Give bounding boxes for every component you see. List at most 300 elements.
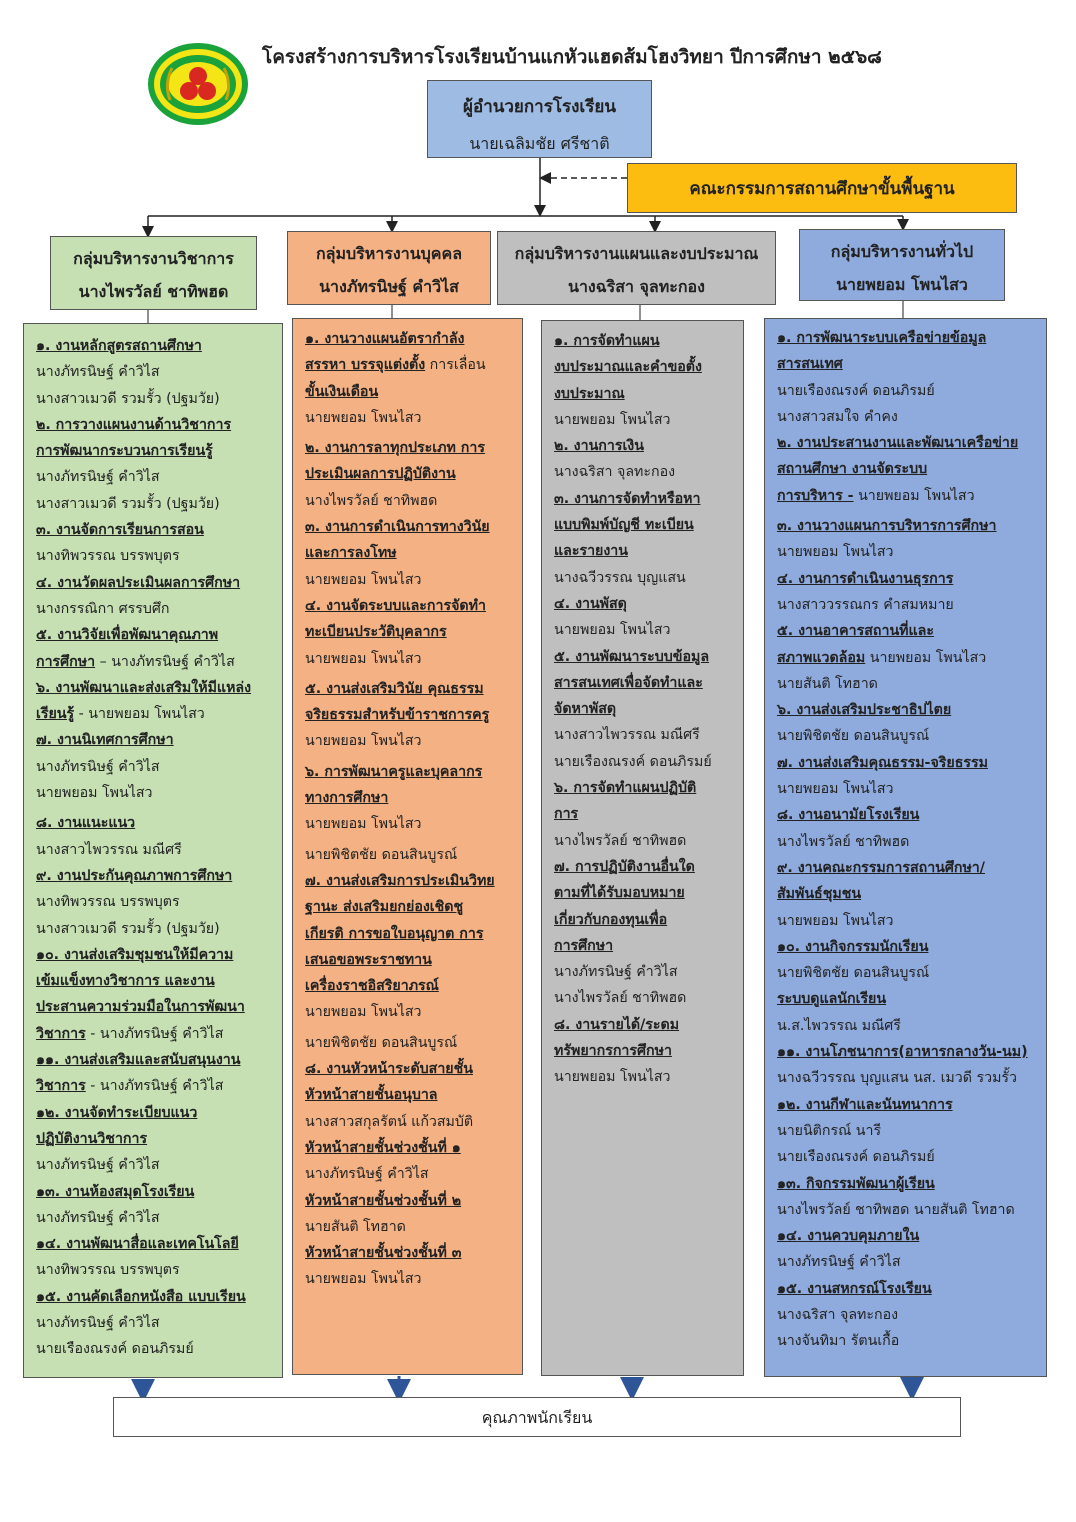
staff-name: – นางภัทรนิษฐ์ คำวิไส	[95, 653, 235, 670]
task-line	[305, 676, 512, 702]
task-heading: ๓. งานการจัดทำหรือหา	[554, 490, 701, 507]
task-line	[305, 379, 512, 405]
task-heading: ๑๔. งานพัฒนาสื่อและเทคโนโลยี	[36, 1236, 239, 1253]
task-line	[777, 325, 1036, 351]
staff-line	[777, 776, 1036, 802]
task-line	[36, 1047, 272, 1073]
task-line	[777, 1223, 1036, 1249]
task-heading: ๕. งานพัฒนาระบบข้อมูล	[554, 648, 710, 665]
task-line	[305, 1135, 512, 1161]
task-line	[554, 486, 733, 512]
staff-name: นายพิชิตชัย ดอนสินบูรณ์	[777, 965, 930, 982]
student-quality-box: คุณภาพนักเรียน	[113, 1397, 961, 1437]
staff-name: - นางภัทรนิษฐ์ คำวิไส	[85, 1025, 224, 1042]
director-box	[427, 80, 652, 158]
staff-line	[305, 488, 512, 514]
staff-name: นายพิชิตชัย ดอนสินบูรณ์	[305, 1034, 458, 1051]
staff-line	[554, 565, 733, 591]
group-title: กลุ่มบริหารงานแผนและงบประมาณ	[514, 244, 759, 263]
director-name: นายเฉลิมชัย ศรีชาติ	[469, 134, 610, 153]
task-line	[305, 352, 512, 378]
task-line	[777, 1171, 1036, 1197]
task-heading: ประสานความร่วมมือในการพัฒนา	[36, 999, 245, 1016]
task-line	[36, 333, 272, 359]
task-heading: ๑. งานวางแผนอัตรากำลัง	[305, 331, 465, 347]
task-line	[305, 1056, 512, 1082]
task-line	[777, 986, 1036, 1012]
task-heading: ๒. งานการลาทุกประเภท การ	[305, 440, 485, 457]
task-heading: การ	[554, 806, 579, 823]
staff-name: นางภัทรนิษฐ์ คำวิไส	[36, 469, 160, 486]
task-line	[36, 649, 272, 675]
task-heading: ๕. งานอาคารสถานที่และ	[777, 623, 934, 640]
task-heading: ๘. งานอนามัยโรงเรียน	[777, 807, 920, 824]
staff-line	[305, 1266, 512, 1292]
staff-line	[305, 1214, 512, 1240]
task-line	[777, 881, 1036, 907]
staff-name: นางทิพวรรณ บรรพบุตร	[36, 894, 180, 911]
staff-name: นางฉวีวรรณ บุญแสน	[554, 569, 686, 586]
task-line	[36, 727, 272, 753]
task-heading: หัวหน้าสายชั้นช่วงชั้นที่ ๒	[305, 1192, 462, 1209]
staff-name: นายพิชิตชัย ดอนสินบูรณ์	[777, 728, 930, 745]
personnel-task-list	[292, 318, 523, 1375]
staff-name: นายพยอม โพนไสว	[777, 912, 894, 929]
task-line	[305, 619, 512, 645]
staff-name: นางไพรวัลย์ ชาทิพฮด	[777, 833, 910, 850]
task-line	[36, 1179, 272, 1205]
task-heading: ๑๒. งานจัดทำระเบียบแนว	[36, 1104, 198, 1121]
task-line	[777, 750, 1036, 776]
director-title: ผู้อำนวยการโรงเรียน	[463, 97, 616, 117]
group-personnel-header	[287, 231, 491, 305]
task-line	[777, 618, 1036, 644]
staff-name: นายพยอม โพนไสว	[305, 733, 422, 750]
staff-line	[554, 1064, 733, 1090]
task-heading: เครื่องราชอิสริยาภรณ์	[305, 978, 439, 995]
task-heading: ๑๐. งานกิจกรรมนักเรียน	[777, 938, 929, 955]
staff-name: นางสาวเมวดี รวมรั้ว (ปฐมวัย)	[36, 495, 220, 512]
staff-name: นางจันทิมา รัตนเกื้อ	[777, 1333, 900, 1350]
staff-line	[305, 567, 512, 593]
staff-name: นายพยอม โพนไสว	[853, 487, 975, 504]
staff-name: นางไพรวัลย์ ชาทิพฮด	[554, 990, 687, 1007]
staff-line	[305, 405, 512, 431]
task-heading: ๘. งานแนะแนว	[36, 815, 136, 832]
task-heading: หัวหน้าสายชั้นอนุบาล	[305, 1087, 438, 1104]
task-heading: หัวหน้าสายชั้นช่วงชั้นที่ ๓	[305, 1245, 462, 1262]
task-line	[305, 947, 512, 973]
staff-line	[305, 1161, 512, 1187]
task-line	[554, 775, 733, 801]
staff-line	[305, 728, 512, 754]
task-heading: ๙. งานประกันคุณภาพการศึกษา	[36, 867, 233, 884]
budget-task-list	[541, 320, 744, 1376]
staff-line	[777, 1118, 1036, 1144]
task-heading: ๓. งานวางแผนการบริหารการศึกษา	[777, 518, 997, 535]
task-heading: วิชาการ	[36, 1078, 86, 1095]
task-line	[305, 785, 512, 811]
staff-line	[36, 464, 272, 490]
task-heading: ๓. งานจัดการเรียนการสอน	[36, 522, 204, 539]
task-line	[554, 512, 733, 538]
staff-name: - นายพยอม โพนไสว	[74, 706, 205, 723]
staff-line	[305, 1030, 512, 1056]
task-heading: ๕. งานส่งเสริมวินัย คุณธรรม	[305, 680, 484, 697]
task-line	[777, 1276, 1036, 1302]
staff-line	[305, 811, 512, 837]
task-line	[36, 1021, 272, 1047]
task-line	[36, 570, 272, 596]
staff-line	[777, 1328, 1036, 1354]
staff-name: นางไพรวัลย์ ชาทิพฮด	[554, 832, 687, 849]
staff-line	[305, 842, 512, 868]
task-heading: สารสนเทศ	[777, 356, 843, 373]
staff-name: นางสาวสมใจ คำคง	[777, 408, 898, 425]
task-heading: ๑. การจัดทำแผน	[554, 333, 660, 349]
task-line	[554, 538, 733, 564]
task-line	[777, 1092, 1036, 1118]
task-line	[305, 1082, 512, 1108]
task-line	[305, 973, 512, 999]
staff-name: นายเรืองณรงค์ ดอนภิรมย์	[554, 753, 712, 770]
task-heading: การศึกษา	[36, 653, 96, 670]
task-line	[777, 1039, 1036, 1065]
staff-name: นายพยอม โพนไสว	[554, 1069, 671, 1086]
task-line	[305, 759, 512, 785]
task-heading: ๑๓. กิจกรรมพัฒนาผู้เรียน	[777, 1175, 935, 1192]
staff-line	[777, 1013, 1036, 1039]
task-heading: หัวหน้าสายชั้นช่วงชั้นที่ ๑	[305, 1139, 461, 1156]
staff-name: นายพยอม โพนไสว	[305, 816, 422, 833]
task-heading: ๑๕. งานสหกรณ์โรงเรียน	[777, 1280, 932, 1297]
task-heading: ระบบดูแลนักเรียน	[777, 991, 887, 1008]
task-line	[305, 894, 512, 920]
staff-name: นางสาวไพวรรณ มณีศรี	[36, 841, 182, 858]
task-heading: ๑. การพัฒนาระบบเครือข่ายข้อมูล	[777, 330, 987, 346]
staff-name: นายพยอม โพนไสว	[305, 1004, 422, 1021]
task-line	[777, 430, 1036, 456]
group-budget-header	[497, 231, 776, 305]
staff-line	[554, 617, 733, 643]
staff-line	[36, 386, 272, 412]
task-heading: ๑. งานหลักสูตรสถานศึกษา	[36, 338, 202, 354]
staff-line	[554, 959, 733, 985]
task-line	[554, 354, 733, 380]
staff-name: นางภัทรนิษฐ์ คำวิไส	[36, 758, 160, 775]
task-heading: ๑๔. งานควบคุมภายใน	[777, 1228, 920, 1245]
task-heading: ๑๐. งานส่งเสริมชุมชนให้มีความ	[36, 946, 234, 963]
task-line	[305, 921, 512, 947]
task-heading: ๑๑. งานส่งเสริมและสนับสนุนงาน	[36, 1052, 241, 1069]
task-line	[36, 994, 272, 1020]
staff-line	[777, 960, 1036, 986]
task-line	[777, 566, 1036, 592]
staff-name: นายพยอม โพนไสว	[865, 649, 987, 666]
task-line	[36, 1231, 272, 1257]
task-heading: ๒. งานการเงิน	[554, 438, 644, 455]
staff-line	[36, 1336, 272, 1362]
task-line	[36, 517, 272, 543]
staff-line	[36, 596, 272, 622]
task-heading: เกียรติ การขอใบอนุญาต การ	[305, 925, 484, 942]
staff-line	[36, 780, 272, 806]
staff-line	[305, 999, 512, 1025]
task-line	[777, 483, 1036, 509]
task-heading: เข้มแข็งทางวิชาการ และงาน	[36, 973, 215, 990]
staff-name: นายพยอม โพนไสว	[777, 544, 894, 561]
staff-line	[554, 459, 733, 485]
task-heading: แบบพิมพ์บัญชี ทะเบียน	[554, 517, 694, 534]
task-line	[305, 435, 512, 461]
task-heading: จริยธรรมสำหรับข้าราชการครู	[305, 707, 490, 724]
group-general-header	[799, 229, 1005, 301]
task-line	[554, 670, 733, 696]
general-task-list	[764, 318, 1047, 1377]
staff-name: นางสาวเมวดี รวมรั้ว (ปฐมวัย)	[36, 920, 220, 937]
staff-line	[554, 828, 733, 854]
task-line	[305, 514, 512, 540]
task-line	[554, 1038, 733, 1064]
staff-line	[554, 749, 733, 775]
task-line	[554, 381, 733, 407]
task-heading: ๖. การจัดทำแผนปฏิบัติ	[554, 780, 697, 797]
task-line	[777, 934, 1036, 960]
task-heading: ๘. งานรายได้/ระดม	[554, 1016, 680, 1033]
staff-name: นางไพรวัลย์ ชาทิพฮด	[305, 492, 438, 509]
staff-name: นางทิพวรรณ บรรพบุตร	[36, 1262, 180, 1279]
staff-line	[777, 1065, 1036, 1091]
staff-line	[36, 1310, 272, 1336]
staff-line	[36, 491, 272, 517]
task-heading: ๑๓. งานห้องสมุดโรงเรียน	[36, 1183, 195, 1200]
staff-name: นางทิพวรรณ บรรพบุตร	[36, 548, 180, 565]
task-heading: วิชาการ	[36, 1025, 86, 1042]
task-line	[305, 540, 512, 566]
staff-name: นายพยอม โพนไสว	[305, 650, 422, 667]
group-title: กลุ่มบริหารงานทั่วไป	[830, 242, 974, 261]
staff-line	[777, 378, 1036, 404]
staff-name: น.ส.ไพวรรณ มณีศรี	[777, 1017, 901, 1034]
task-heading: ๓. งานการดำเนินการทางวินัย	[305, 519, 490, 536]
staff-name: นางฉวีวรรณ บุญแสน นส. เมวดี รวมรั้ว	[777, 1070, 1018, 1087]
staff-name: นายพยอม โพนไสว	[554, 622, 671, 639]
task-heading: ฐานะ ส่งเสริมยกย่องเชิดชู	[305, 899, 464, 916]
task-heading: ๗. งานส่งเสริมคุณธรรม-จริยธรรม	[777, 754, 988, 771]
task-line	[36, 412, 272, 438]
task-line	[305, 868, 512, 894]
task-line	[36, 1073, 272, 1099]
staff-line	[777, 723, 1036, 749]
staff-line	[777, 1144, 1036, 1170]
staff-name: นายเรืองณรงค์ ดอนภิรมย์	[36, 1341, 194, 1358]
staff-line	[777, 671, 1036, 697]
group-academic-header	[50, 236, 257, 310]
group-head: นางภัทรนิษฐ์ คำวิไส	[319, 277, 459, 296]
staff-line	[36, 889, 272, 915]
task-line	[305, 1188, 512, 1214]
staff-name: นางภัทรนิษฐ์ คำวิไส	[36, 1157, 160, 1174]
task-line	[554, 907, 733, 933]
task-heading: ๒. งานประสานงานและพัฒนาเครือข่าย	[777, 435, 1019, 452]
school-board-box: คณะกรรมการสถานศึกษาขั้นพื้นฐาน	[627, 163, 1017, 213]
task-heading: สัมพันธ์ชุมชน	[777, 886, 862, 903]
task-line	[36, 701, 272, 727]
task-heading: ๔. งานพัสดุ	[554, 595, 627, 612]
task-line	[554, 696, 733, 722]
task-heading: ทะเบียนประวัติบุคลากร	[305, 624, 447, 641]
staff-line	[777, 539, 1036, 565]
academic-task-list	[23, 323, 283, 1378]
task-heading: สภาพแวดล้อม	[777, 649, 866, 666]
task-line	[36, 942, 272, 968]
staff-line	[777, 404, 1036, 430]
staff-line	[305, 646, 512, 672]
staff-line	[554, 985, 733, 1011]
staff-line	[777, 592, 1036, 618]
task-heading: ๔. งานการดำเนินงานธุรการ	[777, 570, 954, 587]
staff-name: นางภัทรนิษฐ์ คำวิไส	[305, 1166, 429, 1183]
task-heading: ๑๑. งานโภชนาการ(อาหารกลางวัน-นม)	[777, 1044, 1028, 1061]
staff-line	[777, 829, 1036, 855]
task-heading: การพัฒนากระบวนการเรียนรู้	[36, 443, 213, 460]
staff-line	[36, 1205, 272, 1231]
task-heading: เกี่ยวกับกองทุนเพื่อ	[554, 911, 668, 928]
task-heading: ปฏิบัติงานวิชาการ	[36, 1130, 148, 1147]
task-line	[36, 438, 272, 464]
task-heading: ทางการศึกษา	[305, 790, 389, 807]
staff-name: นายเรืองณรงค์ ดอนภิรมย์	[777, 1149, 935, 1166]
staff-name: นายพยอม โพนไสว	[554, 411, 671, 428]
task-line	[36, 810, 272, 836]
task-heading: ๘. งานหัวหน้าระดับสายชั้น	[305, 1061, 473, 1078]
staff-name: นางภัทรนิษฐ์ คำวิไส	[36, 1314, 160, 1331]
task-line	[36, 622, 272, 648]
task-heading: งบประมาณ	[554, 385, 625, 402]
task-line	[36, 1284, 272, 1310]
task-line	[36, 675, 272, 701]
staff-name: การเลื่อน	[425, 357, 486, 374]
page-title: โครงสร้างการบริหารโรงเรียนบ้านแกหัวแฮดส้มโฮงวิทยา ปีการศึกษา ๒๕๖๘	[262, 46, 882, 68]
staff-line	[36, 543, 272, 569]
staff-name: นายพยอม โพนไสว	[305, 571, 422, 588]
task-heading: งบประมาณและคำขอตั้ง	[554, 359, 702, 376]
staff-name: นายพยอม โพนไสว	[305, 1271, 422, 1288]
task-line	[554, 854, 733, 880]
task-heading: การบริหาร -	[777, 487, 854, 504]
staff-name: นางภัทรนิษฐ์ คำวิไส	[36, 364, 160, 381]
staff-line	[36, 1257, 272, 1283]
task-heading: ประเมินผลการปฏิบัติงาน	[305, 466, 456, 483]
staff-name: นายสันติ โทฮาด	[305, 1218, 406, 1235]
group-head: นางฉริสา จุลทะกอง	[568, 277, 705, 296]
staff-name: นางไพรวัลย์ ชาทิพฮด นายสันติ โทฮาด	[777, 1201, 1015, 1218]
staff-name: นางสาวสกุลรัตน์ แก้วสมบัติ	[305, 1113, 474, 1130]
task-heading: จัดหาพัสดุ	[554, 701, 617, 718]
task-heading: ๖. งานส่งเสริมประชาธิปไตย	[777, 702, 952, 719]
task-heading: ๑๕. งานคัดเลือกหนังสือ แบบเรียน	[36, 1288, 246, 1305]
staff-name: นายนิติกรณ์ นารี	[777, 1122, 882, 1139]
task-line	[554, 933, 733, 959]
task-heading: ทรัพยากรการศึกษา	[554, 1043, 672, 1060]
task-heading: ๑๒. งานกีฬาและนันทนาการ	[777, 1096, 953, 1113]
school-logo	[146, 42, 250, 126]
task-heading: และการลงโทษ	[305, 545, 397, 562]
task-line	[554, 644, 733, 670]
task-line	[36, 968, 272, 994]
staff-name: นางภัทรนิษฐ์ คำวิไส	[777, 1254, 901, 1271]
staff-line	[305, 1109, 512, 1135]
task-line	[554, 880, 733, 906]
task-heading: ๖. งานพัฒนาและส่งเสริมให้มีแหล่ง	[36, 679, 252, 696]
task-line	[777, 513, 1036, 539]
task-heading: ๖. การพัฒนาครูและบุคลากร	[305, 763, 483, 780]
task-line	[36, 1100, 272, 1126]
task-line	[777, 351, 1036, 377]
staff-name: นายสันติ โทฮาด	[777, 675, 878, 692]
task-heading: ๔. งานวัดผลประเมินผลการศึกษา	[36, 574, 241, 591]
task-heading: ตามที่ได้รับมอบหมาย	[554, 885, 685, 902]
task-line	[36, 1126, 272, 1152]
staff-name: นางสาวเมวดี รวมรั้ว (ปฐมวัย)	[36, 390, 220, 407]
task-line	[777, 645, 1036, 671]
staff-name: นางกรรณิกา ศรรบศึก	[36, 600, 170, 617]
task-line	[305, 702, 512, 728]
task-heading: เสนอขอพระราชทาน	[305, 951, 432, 968]
task-heading: ๙. งานคณะกรรมการสถานศึกษา/	[777, 859, 985, 876]
staff-name: นายพยอม โพนไสว	[777, 781, 894, 798]
staff-name: นางฉริสา จุลทะกอง	[554, 464, 676, 481]
task-heading: ๕. งานวิจัยเพื่อพัฒนาคุณภาพ	[36, 627, 219, 644]
staff-name: - นางภัทรนิษฐ์ คำวิไส	[85, 1078, 224, 1095]
staff-name: นางสาววรรณกร คำสมหมาย	[777, 596, 954, 613]
task-heading: การศึกษา	[554, 937, 614, 954]
group-head: นายพยอม โพนไสว	[836, 275, 968, 294]
task-line	[36, 863, 272, 889]
staff-line	[36, 916, 272, 942]
task-line	[554, 801, 733, 827]
task-heading: สารสนเทศเพื่อจัดทำและ	[554, 674, 703, 691]
staff-line	[36, 754, 272, 780]
task-line	[305, 593, 512, 619]
task-heading: ๗. การปฏิบัติงานอื่นใด	[554, 858, 695, 875]
staff-name: นางภัทรนิษฐ์ คำวิไส	[36, 1209, 160, 1226]
staff-name: นางฉริสา จุลทะกอง	[777, 1306, 899, 1323]
task-line	[554, 433, 733, 459]
task-heading: เรียนรู้	[36, 706, 75, 723]
staff-name: นายเรืองณรงค์ ดอนภิรมย์	[777, 382, 935, 399]
task-heading: ขั้นเงินเดือน	[305, 383, 379, 400]
group-title: กลุ่มบริหารงานวิชาการ	[73, 249, 234, 268]
task-line	[554, 591, 733, 617]
staff-line	[554, 407, 733, 433]
task-line	[305, 326, 512, 352]
task-line	[305, 461, 512, 487]
staff-name: นายพยอม โพนไสว	[305, 409, 422, 426]
staff-line	[777, 908, 1036, 934]
group-head: นางไพรวัลย์ ชาทิพฮด	[78, 282, 229, 301]
task-line	[777, 697, 1036, 723]
staff-name: นางสาวไพวรรณ มณีศรี	[554, 727, 700, 744]
task-line	[777, 802, 1036, 828]
task-line	[305, 1240, 512, 1266]
task-line	[554, 1012, 733, 1038]
task-heading: และรายงาน	[554, 543, 628, 560]
staff-line	[777, 1302, 1036, 1328]
task-line	[777, 855, 1036, 881]
staff-line	[36, 359, 272, 385]
staff-name: นายพิชิตชัย ดอนสินบูรณ์	[305, 846, 458, 863]
